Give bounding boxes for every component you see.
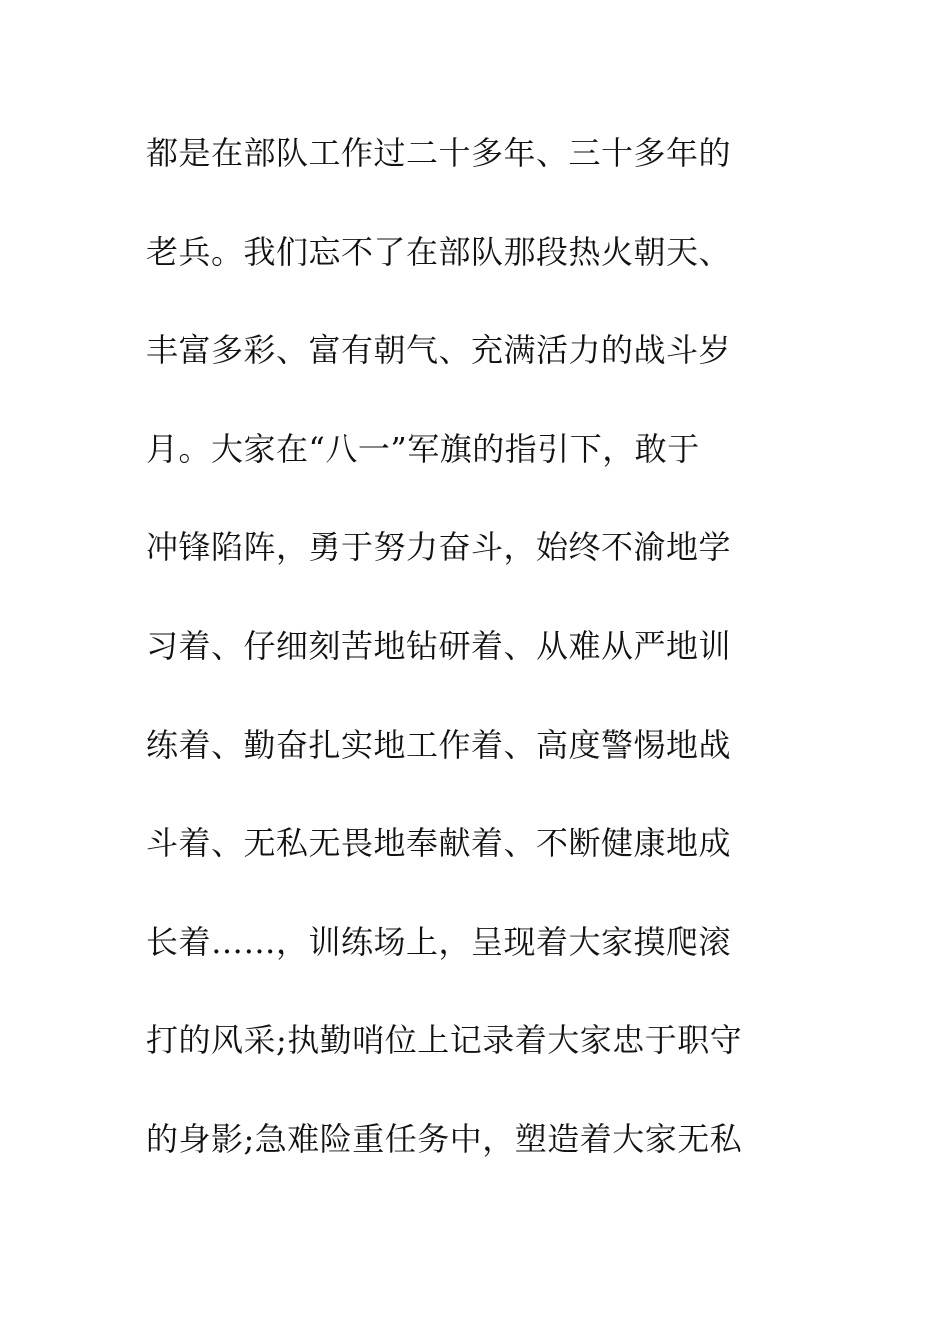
text-line-11: 的身影;急难险重任务中，塑造着大家无私	[146, 1119, 743, 1158]
text-line-8: 斗着、无私无畏地奉献着、不断健康地成	[146, 824, 732, 863]
text-line-9: 长着……，训练场上，呈现着大家摸爬滚	[146, 922, 732, 961]
text-line-4: 月。大家在“八一”军旗的指引下，敢于	[146, 429, 700, 468]
text-line-6: 习着、仔细刻苦地钻研着、从难从严地训	[146, 626, 732, 665]
text-line-1: 都是在部队工作过二十多年、三十多年的	[146, 134, 732, 172]
text-line-2: 老兵。我们忘不了在部队那段热火朝天、	[146, 232, 732, 271]
text-line-10: 打的风采;执勤哨位上记录着大家忠于职守	[146, 1021, 743, 1060]
body-text	[146, 126, 836, 1211]
text-line-3: 丰富多彩、富有朝气、充满活力的战斗岁	[146, 331, 732, 370]
text-line-5: 冲锋陷阵，勇于努力奋斗，始终不渝地学	[146, 528, 732, 567]
text-line-7: 练着、勤奋扎实地工作着、高度警惕地战	[146, 725, 732, 764]
